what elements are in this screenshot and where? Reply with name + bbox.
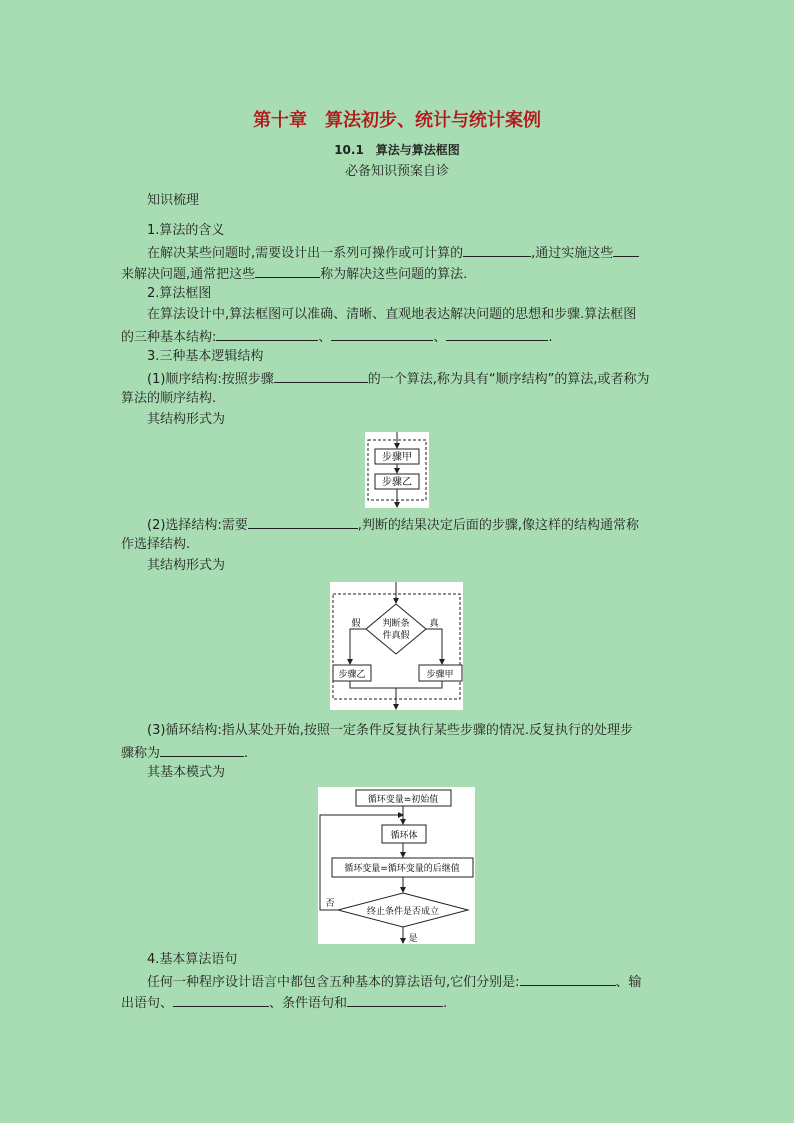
no-label: 否 [325, 899, 335, 909]
answer-blank[interactable] [248, 515, 358, 529]
section-subtitle: 必备知识预案自诊 [344, 164, 449, 179]
sequence-text-a: (1)顺序结构:按照步骤 [147, 372, 274, 387]
condition-label-line1: 判断条 [382, 619, 410, 629]
s1-text-a: 在解决某些问题时,需要设计出一系列可操作或可计算的 [147, 246, 464, 261]
s1-heading: 1.算法的含义 [147, 223, 225, 238]
condition-label: 终止条件是否成立 [366, 907, 440, 917]
s3-heading: 3.三种基本逻辑结构 [147, 349, 264, 364]
step-a-label: 步骤甲 [382, 452, 412, 463]
answer-blank[interactable] [160, 743, 244, 757]
answer-blank[interactable] [331, 327, 433, 341]
condition-diamond [366, 604, 426, 654]
s2-paragraph-line1: 在算法设计中,算法框图可以准确、清晰、直观地表达解决问题的思想和步骤.算法框图 [147, 307, 637, 322]
sequence-text-b: 的一个算法,称为具有“顺序结构”的算法,或者称为 [367, 372, 650, 387]
s4-paragraph-line2 [121, 993, 447, 1013]
answer-blank[interactable] [255, 264, 320, 278]
s1-text-c: 来解决问题,通常把这些 [121, 267, 256, 282]
answer-blank[interactable] [173, 993, 269, 1007]
answer-blank[interactable] [613, 243, 639, 257]
s4-heading: 4.基本算法语句 [147, 952, 238, 967]
s2-heading: 2.算法框图 [147, 286, 212, 301]
false-label: 假 [351, 619, 361, 629]
sequence-line2: 算法的顺序结构. [121, 391, 217, 406]
s4-paragraph-line1 [147, 972, 642, 992]
separator: 、 [433, 330, 447, 345]
s1-text-d: 称为解决这些问题的算法. [320, 267, 468, 282]
answer-blank[interactable] [347, 993, 443, 1007]
answer-blank[interactable] [463, 243, 531, 257]
s1-paragraph-line1 [147, 243, 639, 263]
separator: 、 [318, 330, 332, 345]
answer-blank[interactable] [274, 369, 368, 383]
sequence-form-label: 其结构形式为 [147, 412, 226, 427]
loop-structure-diagram [318, 787, 475, 944]
answer-blank[interactable] [216, 327, 318, 341]
period: . [548, 330, 553, 345]
s4-text-c: 出语句、 [121, 996, 174, 1011]
step-b-label: 步骤乙 [382, 477, 412, 488]
loop-form-label: 其基本模式为 [147, 765, 226, 780]
init-label: 循环变量=初始值 [367, 795, 439, 805]
loop-line2 [121, 743, 248, 763]
period: . [244, 746, 249, 761]
s2-text-a: 的三种基本结构: [121, 330, 217, 345]
sequence-line1 [147, 369, 650, 389]
sequence-structure-diagram [365, 432, 429, 508]
selection-structure-diagram [330, 582, 463, 710]
loop-body-label: 循环体 [390, 831, 418, 841]
left-step-label: 步骤乙 [338, 670, 366, 680]
section-title: 10.1 算法与算法框图 [334, 143, 460, 157]
chapter-title: 第十章 算法初步、统计与统计案例 [253, 110, 541, 131]
update-label: 循环变量=循环变量的后继值 [344, 864, 460, 874]
loop-line1: (3)循环结构:指从某处开始,按照一定条件反复执行某些步骤的情况.反复执行的处理步 [147, 723, 634, 738]
s1-text-b: ,通过实施这些 [531, 246, 614, 261]
knowledge-heading: 知识梳理 [147, 193, 200, 208]
answer-blank[interactable] [446, 327, 548, 341]
false-branch-arrow [350, 629, 366, 664]
true-branch-arrow [426, 629, 442, 664]
selection-form-label: 其结构形式为 [147, 558, 226, 573]
s2-paragraph-line2 [121, 327, 553, 347]
period: . [443, 996, 448, 1011]
selection-line1 [147, 515, 639, 535]
selection-text-a: (2)选择结构:需要 [147, 518, 248, 533]
yes-label: 是 [408, 934, 418, 944]
selection-text-b: ,判断的结果决定后面的步骤,像这样的结构通常称 [357, 518, 640, 533]
s4-text-a: 任何一种程序设计语言中都包含五种基本的算法语句,它们分别是: [147, 975, 520, 990]
true-label: 真 [429, 619, 439, 629]
right-step-label: 步骤甲 [426, 670, 454, 680]
s4-text-b: 、输 [615, 975, 642, 990]
loop-text-b: 骤称为 [121, 746, 161, 761]
s4-text-d: 、条件语句和 [269, 996, 348, 1011]
answer-blank[interactable] [520, 972, 616, 986]
s1-paragraph-line2 [121, 264, 467, 284]
condition-label-line2: 件真假 [382, 631, 410, 641]
selection-line2: 作选择结构. [121, 537, 191, 552]
merge-line [350, 681, 442, 688]
